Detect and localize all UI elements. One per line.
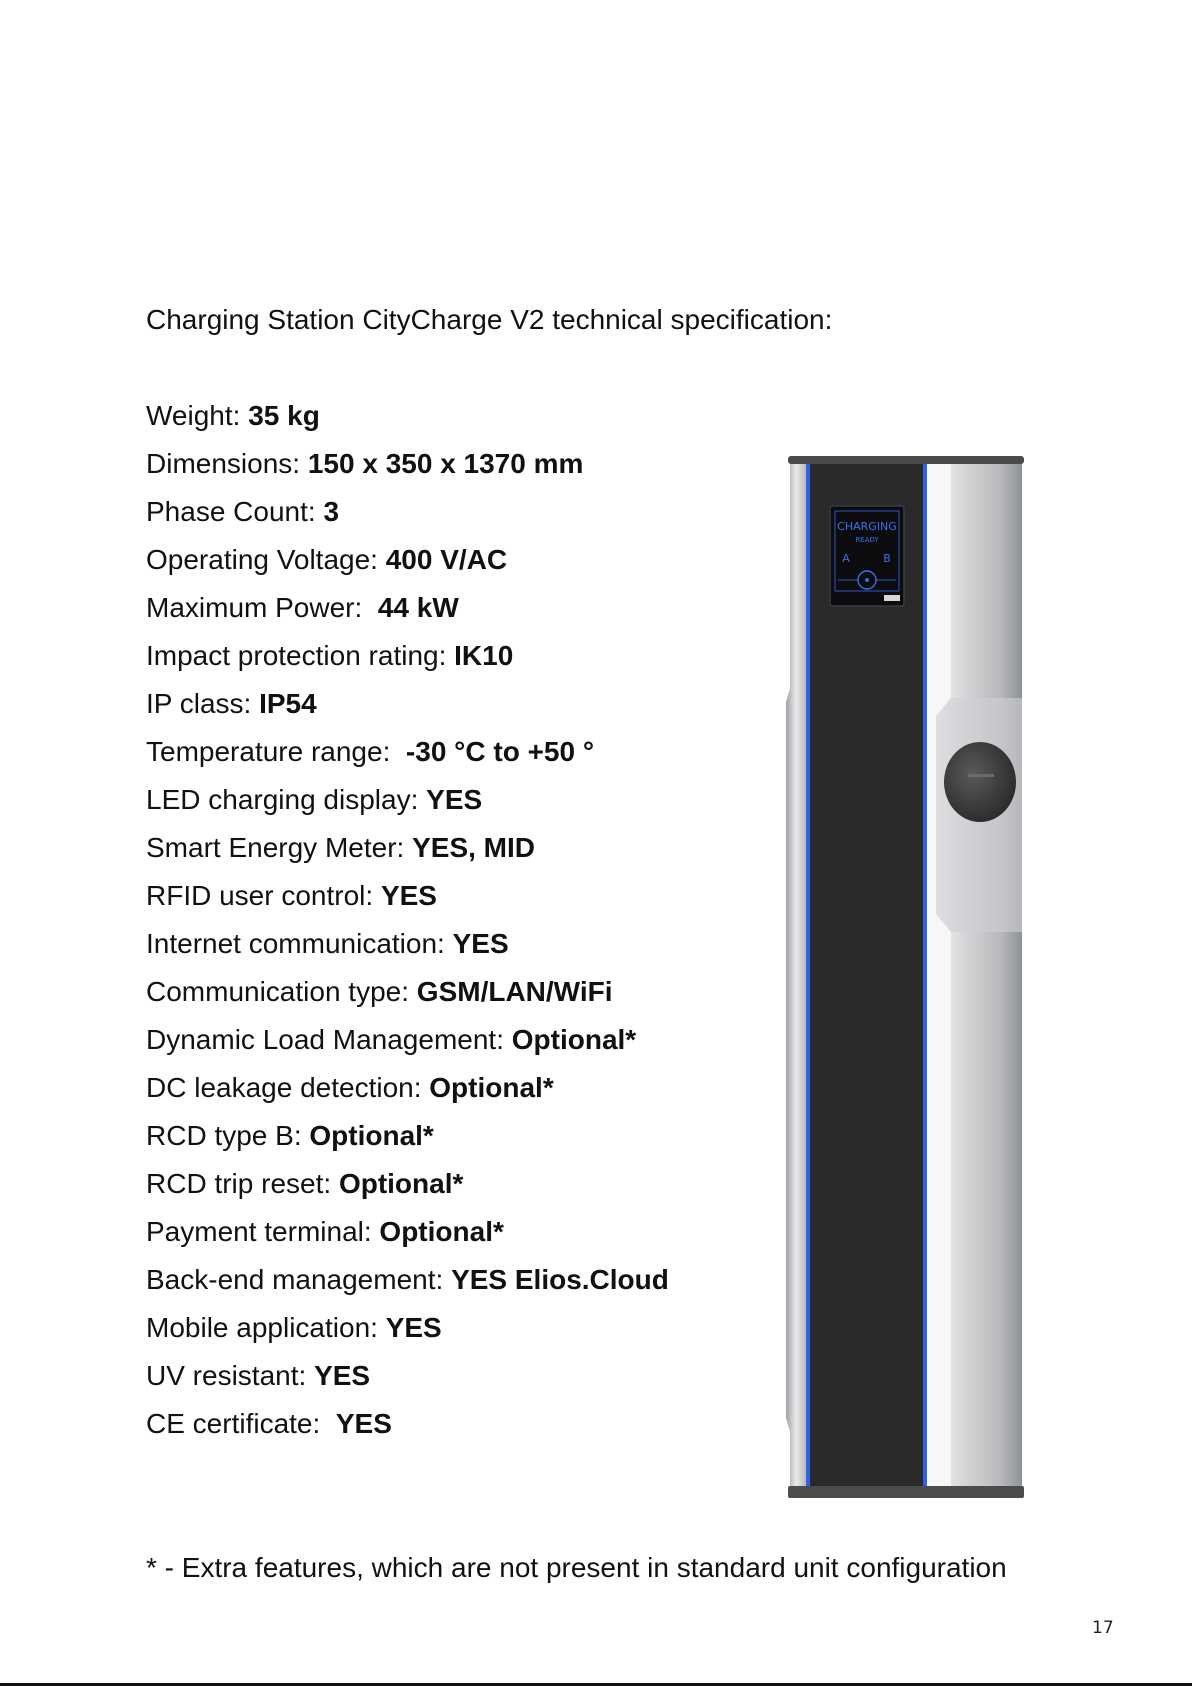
spec-value: YES, MID — [412, 832, 536, 863]
socket-label — [968, 774, 994, 777]
spec-label: IP class: — [146, 688, 260, 719]
spec-label: Dimensions: — [146, 448, 308, 479]
spec-label: Communication type: — [146, 976, 417, 1007]
spec-value: Optional* — [338, 1168, 464, 1199]
spec-label: LED charging display: — [146, 784, 427, 815]
spec-value: YES — [452, 928, 509, 959]
spec-item — [146, 495, 669, 543]
spec-value: -30 °C to +50 ° — [405, 736, 595, 767]
led-display — [830, 506, 904, 606]
spec-label: Maximum Power: — [146, 592, 378, 623]
spec-item — [146, 687, 669, 735]
spec-value: YES — [426, 784, 483, 815]
spec-item — [146, 1071, 669, 1119]
spec-value: YES Elios.Cloud — [451, 1264, 669, 1295]
spec-value: YES — [314, 1360, 371, 1391]
spec-value: Optional* — [429, 1072, 554, 1103]
spec-value: GSM/LAN/WiFi — [416, 976, 613, 1007]
spec-item — [146, 927, 669, 975]
spec-item — [146, 591, 669, 639]
spec-label: Operating Voltage: — [146, 544, 386, 575]
left-accent-line — [806, 464, 810, 1486]
spec-label: DC leakage detection: — [146, 1072, 430, 1103]
front-panel — [810, 464, 923, 1486]
spec-value: Optional* — [309, 1120, 434, 1151]
spec-item — [146, 399, 669, 447]
spec-item — [146, 447, 669, 495]
spec-label: Dynamic Load Management: — [146, 1024, 512, 1055]
spec-item — [146, 639, 669, 687]
spec-label: Weight: — [146, 400, 249, 431]
spec-label: UV resistant: — [146, 1360, 315, 1391]
charging-station-image — [786, 452, 1026, 1498]
spec-item — [146, 1119, 669, 1167]
page-number: 17 — [1092, 1618, 1114, 1638]
spec-label: Temperature range: — [146, 736, 406, 767]
spec-item — [146, 783, 669, 831]
bottom-base — [788, 1486, 1024, 1498]
display-logo — [884, 595, 900, 601]
spec-value: 400 V/AC — [385, 544, 508, 575]
spec-item — [146, 735, 669, 783]
spec-label: Back-end management: — [146, 1264, 452, 1295]
spec-value: YES — [385, 1312, 442, 1343]
page-title: Charging Station CityCharge V2 technical specification: — [146, 304, 833, 335]
spec-label: Impact protection rating: — [146, 640, 455, 671]
spec-value: 44 kW — [377, 592, 459, 623]
display-socket-b: B — [883, 552, 891, 565]
right-accent-line — [923, 464, 927, 1486]
spec-item — [146, 831, 669, 879]
spec-item — [146, 975, 669, 1023]
top-cap — [788, 456, 1024, 464]
spec-value: Optional* — [379, 1216, 504, 1247]
display-status-text: CHARGING — [837, 520, 897, 533]
left-side-panel — [786, 464, 806, 1486]
footnote: * - Extra features, which are not present in standard unit configuration — [146, 1552, 1007, 1583]
spec-label: RCD type B: — [146, 1120, 310, 1151]
spec-value: YES — [380, 880, 437, 911]
spec-item — [146, 1215, 669, 1263]
spec-item — [146, 1359, 669, 1407]
spec-label: Smart Energy Meter: — [146, 832, 413, 863]
spec-value: YES — [335, 1408, 392, 1439]
spec-value: 150 x 350 x 1370 mm — [307, 448, 584, 479]
spec-value: IP54 — [259, 688, 317, 719]
spec-value: Optional* — [511, 1024, 637, 1055]
white-stripe — [927, 464, 951, 1486]
spec-item — [146, 1311, 669, 1359]
spec-item — [146, 1407, 669, 1455]
spec-value: 3 — [323, 496, 340, 527]
display-substatus-text: READY — [855, 536, 879, 544]
spec-item — [146, 1263, 669, 1311]
spec-value: IK10 — [454, 640, 514, 671]
spec-item — [146, 1023, 669, 1071]
spec-item — [146, 543, 669, 591]
spec-list — [146, 399, 669, 1455]
spec-label: Payment terminal: — [146, 1216, 380, 1247]
spec-label: Mobile application: — [146, 1312, 386, 1343]
display-socket-a: A — [842, 552, 850, 565]
spec-item — [146, 879, 669, 927]
spec-label: Internet communication: — [146, 928, 453, 959]
spec-label: CE certificate: — [146, 1408, 336, 1439]
socket-cover — [944, 742, 1016, 822]
spec-item — [146, 1167, 669, 1215]
spec-value: 35 kg — [248, 400, 320, 431]
spec-label: RCD trip reset: — [146, 1168, 339, 1199]
spec-label: Phase Count: — [146, 496, 324, 527]
spec-label: RFID user control: — [146, 880, 381, 911]
